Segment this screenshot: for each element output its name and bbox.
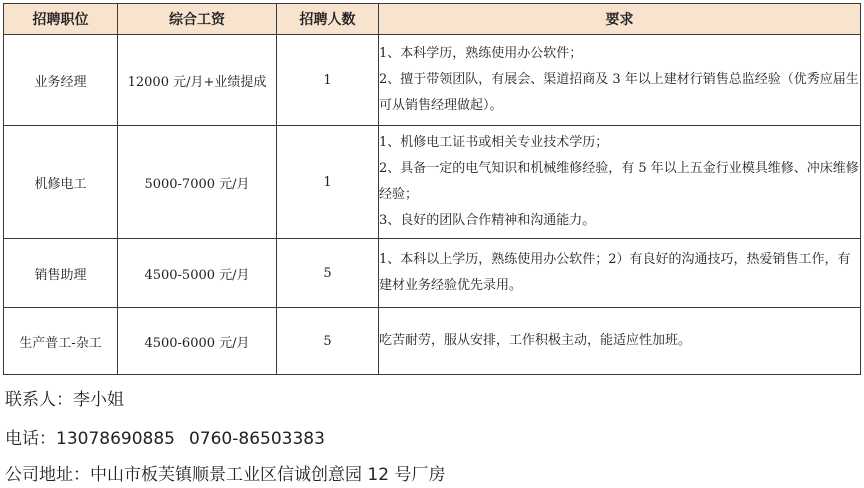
requirements-cell — [379, 239, 861, 308]
table-row — [4, 308, 861, 375]
requirement-item: 1、本科学历，熟练使用办公软件； — [379, 46, 583, 61]
table-row — [4, 126, 861, 239]
contact-person-label: 联系人： — [5, 390, 73, 410]
count-cell: 1 — [277, 35, 379, 126]
position-cell: 业务经理 — [4, 35, 118, 126]
contact-phone — [5, 424, 325, 449]
salary-cell: 5000-7000 元/月 — [118, 126, 277, 239]
contact-person-name: 李小姐 — [73, 390, 124, 410]
requirement-item: 2、具备一定的电气知识和机械维修经验，有 5 年以上五金行业模具维修、冲床维修经验； — [379, 161, 859, 202]
requirement-item: 吃苦耐劳，服从安排，工作积极主动，能适应性加班。 — [379, 333, 692, 348]
salary-cell: 4500-6000 元/月 — [118, 308, 277, 375]
requirements-cell — [379, 35, 861, 126]
header-position: 招聘职位 — [4, 4, 118, 35]
count-cell: 5 — [277, 308, 379, 375]
requirements-cell — [379, 126, 861, 239]
contact-person — [5, 385, 124, 410]
salary-cell: 12000 元/月+业绩提成 — [118, 35, 277, 126]
phone-landline: 0760-86503383 — [188, 429, 325, 449]
requirement-item: 1、本科以上学历，熟练使用办公软件；2）有良好的沟通技巧，热爱销售工作，有建材业务经验优先录用。 — [379, 252, 851, 293]
address-label: 公司地址： — [5, 465, 90, 485]
requirements-cell — [379, 308, 861, 375]
header-requirements: 要求 — [379, 4, 861, 35]
position-cell: 机修电工 — [4, 126, 118, 239]
table-row — [4, 239, 861, 308]
table-header-row — [4, 4, 861, 35]
count-cell: 5 — [277, 239, 379, 308]
requirement-item: 3、良好的团队合作精神和沟通能力。 — [379, 213, 596, 228]
position-cell: 生产普工-杂工 — [4, 308, 118, 375]
requirement-item: 1、机修电工证书或相关专业技术学历； — [379, 135, 609, 150]
table-row — [4, 35, 861, 126]
header-salary: 综合工资 — [118, 4, 277, 35]
phone-label: 电话： — [5, 429, 56, 449]
count-cell: 1 — [277, 126, 379, 239]
position-cell: 销售助理 — [4, 239, 118, 308]
recruitment-table — [3, 3, 861, 375]
requirement-item: 2、擅于带领团队，有展会、渠道招商及 3 年以上建材行销售总监经验（优秀应届生可从销售经理做起）。 — [379, 72, 859, 113]
salary-cell: 4500-5000 元/月 — [118, 239, 277, 308]
phone-mobile: 13078690885 — [56, 429, 175, 449]
company-address — [5, 460, 445, 485]
address-text: 中山市板芙镇顺景工业区信诚创意园 12 号厂房 — [90, 465, 446, 485]
header-count: 招聘人数 — [277, 4, 379, 35]
